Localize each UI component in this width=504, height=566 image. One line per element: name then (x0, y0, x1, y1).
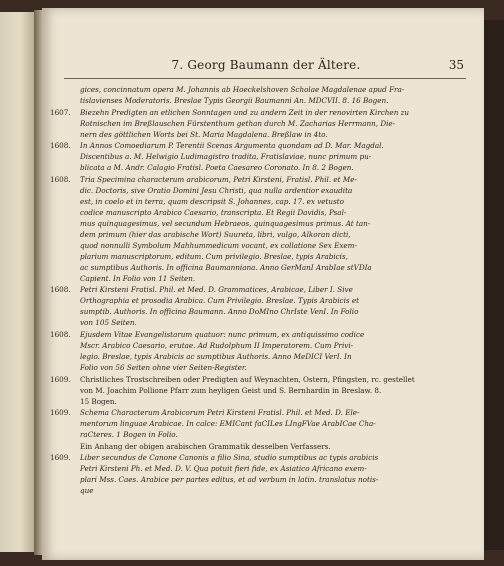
bibliography-list (50, 84, 476, 496)
header-rule (64, 78, 466, 79)
page-edge-shadow (484, 20, 504, 550)
entry-year: 1609. (50, 374, 71, 384)
bibliography-entry (50, 174, 476, 284)
entry-line: plari Mss. Caes. Arabice per partes editus, et ad verbum in latin. translatus notis- (80, 474, 379, 484)
entry-line: von M. Joachim Pollione Pfarr zum heyligen Geist und S. Bernhardin in Breslaw. 8. (80, 385, 382, 395)
entry-line: Schema Characterum Arabicorum Petri Kirsteni Fratisl. Phil. et Med. D. Ele- (80, 408, 360, 418)
bibliography-entry (50, 84, 476, 106)
entry-line: Tria Specimina characterum arabicorum, Petri Kirsteni, Fratisl. Phil. et Me- (80, 174, 357, 184)
entry-line: Liber secundus de Canone Canonis a filio Sina, studio sumptibus ac typis arabicis (80, 452, 379, 462)
entry-line: dem primum (hier das arabische Wort) Suureta, libri, vulgo, Alkoran dicti, (80, 229, 351, 239)
entry-line: legio. Breslae, typis Arabicis ac sumptibus Authoris. Anno MeDICI VerI. In (80, 351, 352, 361)
entry-line: Petri Kirsteni Ph. et Med. D. V. Qua potuit fieri fide, ex Asiatico Africano exem- (80, 463, 367, 473)
entry-text (80, 107, 476, 140)
entry-line: Ejusdem Vitae Evangelistarum quatuor: nunc primum, ex antiquissimo codice (80, 329, 365, 339)
entry-year: 1609. (50, 408, 71, 418)
entry-line: est, in coelo et in terra, quam descripsit S. Johannes, cap. 17. ex vetusto (80, 196, 344, 206)
entry-text (80, 284, 476, 328)
entry-line: gices, concinnatum opera M. Johannis ab Hoeckelshoven Scholae Magdalenae apud Fra- (80, 85, 405, 94)
entry-line: plarium manuscriptorum, editum. Cum privilegio. Breslae, typis Arabicis, (80, 251, 348, 261)
book-gutter (34, 10, 42, 555)
entry-line: von 105 Seiten. (80, 318, 137, 328)
bibliography-entry (50, 284, 476, 328)
entry-year: 1607. (50, 107, 71, 117)
bibliography-entry (50, 407, 476, 440)
entry-line: Orthographia et prosodia Arabica. Cum Privilegio. Breslae. Typis Arabicis et (80, 296, 359, 306)
entry-text (80, 84, 476, 106)
entry-text (80, 374, 476, 407)
entry-text (80, 407, 476, 440)
bibliography-entry (50, 374, 476, 407)
entry-line: In Annos Comoediarum P. Terentii Scenas Argumenta quondam ad D. Mar. Magdal. (80, 141, 384, 151)
entry-line: mus quinquagesimus, vel secundum Hebraeos, quinquagesimus primus. At tan- (80, 218, 371, 228)
entry-text (80, 174, 476, 284)
entry-year: 1608. (50, 285, 71, 295)
entry-line: dic. Doctoris, sive Oratio Domini Jesu Christi, qua nulla ardentior exaudita (80, 185, 353, 195)
entry-line: Mscr. Arabico Caesario, erutae. Ad Rudolphum II Imperatorem. Cum Privi- (80, 340, 354, 350)
entry-year: 1609. (50, 452, 71, 462)
entry-line: Capient. In Folio von 11 Seiten. (80, 273, 196, 283)
entry-line: quod nonnulli Symbolum Mahhummedicum vocant, ex collatione Sex Exem- (80, 240, 357, 250)
entry-line: Biezehn Predigten an etlichen Sonntagen und zu andern Zeit in der renovirten Kirchen zu (80, 107, 410, 117)
entry-note: Ein Anhang der obigen arabischen Grammatik desselben Verfassers. (80, 441, 331, 451)
entry-year: 1608. (50, 141, 71, 151)
entry-line: tislavienses Moderatoris. Breslae Typis Georgii Baumanni An. MDCVII. 8. 16 Bogen. (80, 96, 389, 105)
running-head: 7. Georg Baumann der Ältere. (171, 58, 361, 72)
bibliography-entry (50, 329, 476, 373)
entry-line: ac sumptibus Authoris. In officina Baumanniana. Anno GerManI ArabIae stVDIa (80, 262, 372, 272)
entry-year: 1608. (50, 174, 71, 184)
entry-line: raCteres. 1 Bogen in Folio. (80, 430, 178, 440)
entry-line: Petri Kirsteni Fratisl. Phil. et Med. D. Grammatices, Arabicae, Liber I. Sive (80, 285, 353, 295)
entry-line: mentorum linguae Arabicae. In calce: EMICant faCILes LIngFVae ArabICae Cha- (80, 419, 376, 429)
bibliography-entry (50, 452, 476, 496)
entry-line: blicata a M. Andr. Calagio Fratisl. Poeta Caesareo Coronato. In 8. 2 Bogen. (80, 163, 354, 173)
entry-line: que (80, 485, 94, 495)
entry-year (50, 84, 80, 106)
page-header (60, 58, 472, 76)
entry-text (80, 140, 476, 173)
entry-line: Discentibus a. M. Helwigio Ludimagistro tradita, Fratislaviae, nunc primum pu- (80, 152, 372, 162)
entry-text (80, 452, 476, 496)
entry-line: codice manuscripto Arabico Caesario, transcripta. Et Regii Davidis, Psal- (80, 207, 347, 217)
entry-line: Christliches Trostschreiben oder Predigten auf Weynachten, Ostern, Pfingsten, rc. gestellet (80, 374, 415, 384)
entry-line: 15 Bogen. (80, 396, 117, 406)
page-number: 35 (448, 58, 464, 72)
entry-year: 1608. (50, 329, 71, 339)
left-page-edge (0, 12, 35, 552)
entry-line: Folio von 56 Seiten ohne vier Seiten-Register. (80, 362, 247, 372)
entry-text (80, 329, 476, 373)
bibliography-entry (50, 107, 476, 140)
entry-line: Rotnischen im Breßlauschen Fürstenthum gethan durch M. Zacharias Herrmann, Die- (80, 118, 396, 128)
entry-line: nern des göttlichen Worts bei St. Maria Magdalena. Breßlaw in 4to. (80, 129, 328, 139)
bibliography-entry (50, 140, 476, 173)
entry-line: sumptib. Authoris. In officina Baumann. Anno DoMIno ChrIste VenI. In Folio (80, 307, 359, 317)
